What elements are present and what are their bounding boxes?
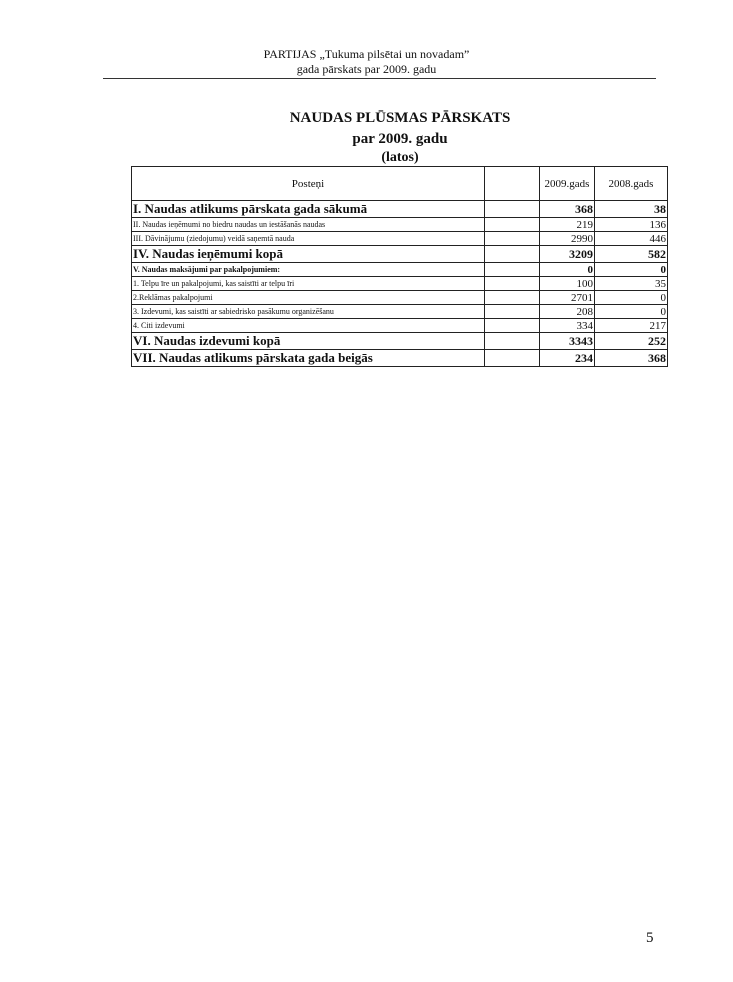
table-row xyxy=(132,291,668,305)
value-2009: 3209 xyxy=(540,246,595,263)
row-label: 1. Telpu īre un pakalpojumi, kas saistīti ar telpu īri xyxy=(132,277,485,291)
table-row xyxy=(132,246,668,263)
value-2009: 234 xyxy=(540,350,595,367)
row-label: VII. Naudas atlikums pārskata gada beigās xyxy=(132,350,485,367)
row-label: 3. Izdevumi, kas saistīti ar sabiedrisko pasākumu organizēšanu xyxy=(132,305,485,319)
table-row xyxy=(132,350,668,367)
table-row xyxy=(132,232,668,246)
value-2009: 2990 xyxy=(540,232,595,246)
table-header-row xyxy=(132,167,668,201)
row-label: 4. Citi izdevumi xyxy=(132,319,485,333)
header-report-year: gada pārskats par 2009. gadu xyxy=(296,62,437,76)
column-header-2008: 2008.gads xyxy=(595,167,668,201)
header-divider xyxy=(103,78,656,79)
report-unit: (latos) xyxy=(381,150,419,165)
cash-flow-table xyxy=(131,166,668,367)
value-2008: 0 xyxy=(595,305,668,319)
row-label: V. Naudas maksājumi par pakalpojumiem: xyxy=(132,263,485,277)
value-2009: 2701 xyxy=(540,291,595,305)
row-label: III. Dāvinājumu (ziedojumu) veidā saņemtā nauda xyxy=(132,232,485,246)
value-2008: 38 xyxy=(595,201,668,218)
value-2009: 219 xyxy=(540,218,595,232)
table-row xyxy=(132,277,668,291)
value-2009: 368 xyxy=(540,201,595,218)
row-label: I. Naudas atlikums pārskata gada sākumā xyxy=(132,201,485,218)
value-2009: 3343 xyxy=(540,333,595,350)
column-header-2009: 2009.gads xyxy=(540,167,595,201)
table-row xyxy=(132,319,668,333)
table-row xyxy=(132,218,668,232)
value-2009: 100 xyxy=(540,277,595,291)
value-2008: 217 xyxy=(595,319,668,333)
header-party-name: PARTIJAS „Tukuma pilsētai un novadam” xyxy=(263,47,470,61)
value-2008: 582 xyxy=(595,246,668,263)
row-label: IV. Naudas ieņēmumi kopā xyxy=(132,246,485,263)
row-label: 2.Reklāmas pakalpojumi xyxy=(132,291,485,305)
table-row xyxy=(132,333,668,350)
table-row xyxy=(132,305,668,319)
value-2008: 446 xyxy=(595,232,668,246)
report-title: NAUDAS PLŪSMAS PĀRSKATS xyxy=(289,110,511,126)
column-header-blank xyxy=(485,167,540,201)
report-period: par 2009. gadu xyxy=(352,131,448,147)
table-row xyxy=(132,201,668,218)
value-2009: 334 xyxy=(540,319,595,333)
row-label: VI. Naudas izdevumi kopā xyxy=(132,333,485,350)
value-2008: 35 xyxy=(595,277,668,291)
value-2008: 252 xyxy=(595,333,668,350)
value-2008: 368 xyxy=(595,350,668,367)
page-header xyxy=(0,47,733,77)
table-row xyxy=(132,263,668,277)
value-2009: 0 xyxy=(540,263,595,277)
row-label: II. Naudas ieņēmumi no biedru naudas un iestāšanās naudas xyxy=(132,218,485,232)
value-2008: 0 xyxy=(595,291,668,305)
value-2008: 136 xyxy=(595,218,668,232)
value-2009: 208 xyxy=(540,305,595,319)
value-2008: 0 xyxy=(595,263,668,277)
column-header-items: Posteņi xyxy=(132,167,485,201)
page-number: 5 xyxy=(646,930,654,946)
